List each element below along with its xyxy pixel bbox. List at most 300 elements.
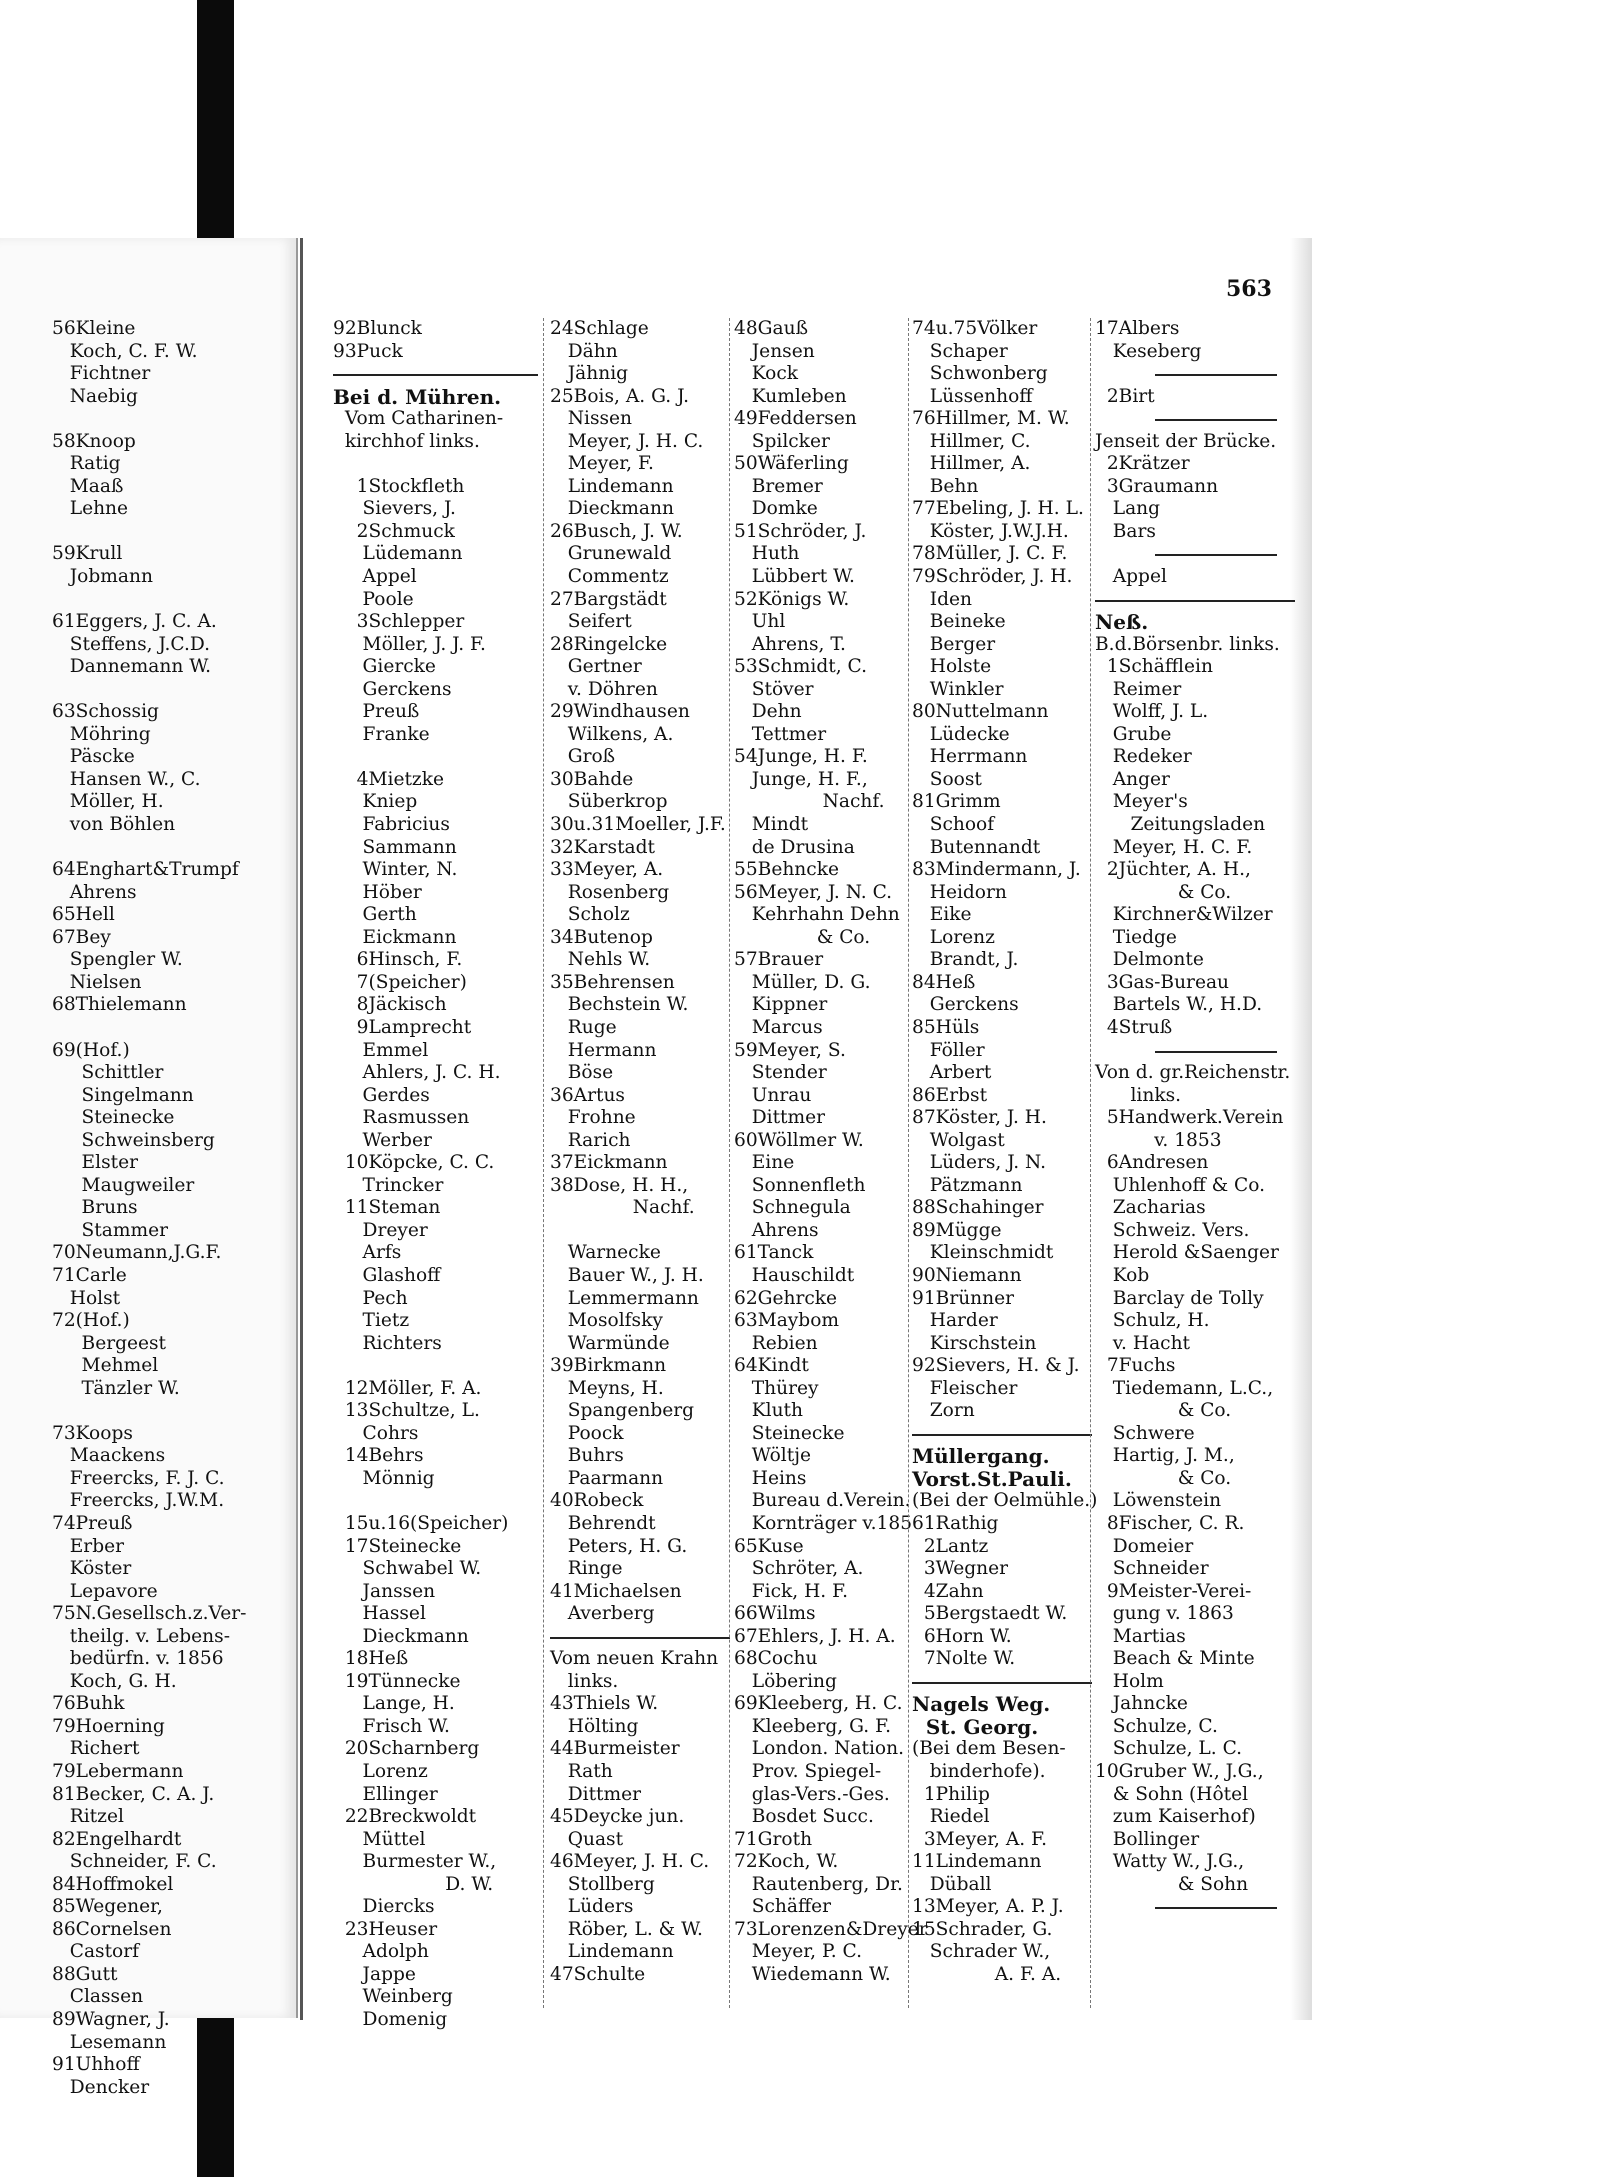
directory-entry: 53Schmidt, C. — [734, 656, 868, 678]
directory-entry: Lesemann — [52, 2031, 167, 2053]
directory-entry: 8Fischer, C. R. — [1095, 1512, 1245, 1534]
directory-entry: 89Mügge — [912, 1219, 1002, 1241]
directory-entry: Rasmussen — [333, 1107, 470, 1129]
directory-entry: 72(Hof.) — [52, 1310, 130, 1332]
directory-entry: 41Michaelsen — [550, 1580, 682, 1602]
directory-entry: 3Gas-Bureau — [1095, 971, 1230, 993]
directory-entry: Wilkens, A. — [550, 723, 674, 745]
directory-entry: Kniep — [333, 791, 418, 813]
directory-entry: links. — [1095, 1084, 1182, 1106]
directory-entry: Appel — [1095, 566, 1167, 588]
separator-rule — [1095, 408, 1295, 431]
directory-entry: Thürey — [734, 1377, 819, 1399]
directory-entry: Redeker — [1095, 746, 1192, 768]
directory-entry: Grube — [1095, 723, 1172, 745]
directory-entry: v. 1853 — [1095, 1129, 1222, 1151]
directory-entry: Gertner — [550, 656, 642, 678]
directory-entry: Grunewald — [550, 543, 672, 565]
directory-entry: Lang — [1095, 498, 1161, 520]
directory-entry: Butennandt — [912, 836, 1041, 858]
directory-entry: 30u.31Moeller, J.F. — [550, 814, 726, 836]
directory-entry: Arbert — [912, 1062, 992, 1084]
directory-entry: Schwabel W. — [333, 1558, 482, 1580]
directory-entry: Holste — [912, 656, 992, 678]
directory-entry: Maackens — [52, 1445, 166, 1467]
directory-entry: Von d. gr.Reichenstr. — [1095, 1062, 1291, 1084]
directory-entry: Warnecke — [550, 1242, 661, 1264]
directory-entry: 76Buhk — [52, 1693, 125, 1715]
directory-entry: 54Junge, H. F. — [734, 746, 868, 768]
directory-entry: Hillmer, A. — [912, 453, 1031, 475]
directory-entry: & Co. — [1095, 1400, 1232, 1422]
directory-entry: Ahlers, J. C. H. — [333, 1062, 501, 1084]
directory-entry: Averberg — [550, 1603, 655, 1625]
directory-entry: 59Meyer, S. — [734, 1039, 846, 1061]
directory-entry: 64Enghart&Trumpf — [52, 859, 239, 881]
column-divider — [729, 318, 730, 2008]
directory-entry: Jensen — [734, 340, 815, 362]
directory-entry: 51Schröder, J. — [734, 520, 867, 542]
directory-entry: Sammann — [333, 836, 457, 858]
directory-entry: 7(Speicher) — [333, 971, 467, 993]
directory-entry: Heins — [734, 1467, 807, 1489]
directory-entry: Schittler — [52, 1062, 164, 1084]
directory-entry: Dreyer — [333, 1219, 428, 1241]
directory-entry: Gerth — [333, 904, 417, 926]
directory-entry: 81Becker, C. A. J. — [52, 1783, 215, 1805]
directory-entry: Hillmer, C. — [912, 430, 1031, 452]
directory-entry: Stöver — [734, 678, 814, 700]
directory-entry — [333, 453, 538, 476]
directory-entry: 6Hinsch, F. — [333, 949, 463, 971]
street-heading: St. Georg. — [912, 1714, 1039, 1739]
directory-entry: Hassel — [333, 1603, 426, 1625]
directory-entry: Janssen — [333, 1580, 436, 1602]
directory-entry: 46Meyer, J. H. C. — [550, 1851, 710, 1873]
directory-entry: 56Meyer, J. N. C. — [734, 881, 893, 903]
directory-entry: Werber — [333, 1129, 432, 1151]
directory-entry: theilg. v. Lebens- — [52, 1625, 230, 1647]
directory-entry: Köster, J.W.J.H. — [912, 520, 1069, 542]
directory-entry: Hartig, J. M., — [1095, 1445, 1235, 1467]
directory-entry — [52, 408, 292, 431]
directory-entry: Nehls W. — [550, 949, 651, 971]
directory-entry: Mosolfsky — [550, 1310, 663, 1332]
directory-entry: Schröter, A. — [734, 1558, 864, 1580]
directory-entry: Lemmermann — [550, 1287, 699, 1309]
directory-entry: Koch, C. F. W. — [52, 340, 198, 362]
directory-entry: 15u.16(Speicher) — [333, 1512, 509, 1534]
directory-entry: Bergeest — [52, 1332, 167, 1354]
directory-entry: 71Groth — [734, 1828, 813, 1850]
directory-entry: Ritzel — [52, 1806, 124, 1828]
directory-entry: Jappe — [333, 1963, 416, 1985]
directory-entry: Cohrs — [333, 1422, 419, 1444]
directory-entry: Holm — [1095, 1670, 1164, 1692]
directory-entry: v. Döhren — [550, 678, 658, 700]
directory-entry: Dieckmann — [550, 498, 674, 520]
directory-entry: Rarich — [550, 1129, 631, 1151]
directory-entry: Watty W., J.G., — [1095, 1851, 1245, 1873]
directory-entry: 6Andresen — [1095, 1152, 1209, 1174]
directory-entry: Ringe — [550, 1558, 623, 1580]
directory-entry: Kock — [734, 363, 798, 385]
directory-entry: Reimer — [1095, 678, 1182, 700]
directory-entry: Anger — [1095, 768, 1170, 790]
directory-entry: Lüssenhoff — [912, 385, 1033, 407]
directory-entry: Löwenstein — [1095, 1490, 1222, 1512]
directory-entry: 75N.Gesellsch.z.Ver- — [52, 1603, 247, 1625]
directory-column-3 — [550, 318, 730, 1986]
directory-entry: Koch, G. H. — [52, 1670, 177, 1692]
directory-entry: kirchhof links. — [333, 430, 480, 452]
directory-entry: 28Ringelcke — [550, 633, 668, 655]
directory-entry: Domeier — [1095, 1535, 1194, 1557]
directory-entry: Franke — [333, 723, 430, 745]
directory-entry: Dannemann W. — [52, 656, 212, 678]
directory-entry: 13Meyer, A. P. J. — [912, 1896, 1064, 1918]
directory-entry: & Sohn — [1095, 1873, 1249, 1895]
directory-entry: Kob — [1095, 1264, 1150, 1286]
directory-entry: 14Behrs — [333, 1445, 424, 1467]
directory-entry: 7Fuchs — [1095, 1355, 1176, 1377]
directory-entry: 82Engelhardt — [52, 1828, 182, 1850]
directory-entry: Herold &Saenger — [1095, 1242, 1279, 1264]
directory-entry: Poole — [333, 588, 414, 610]
directory-entry: 1Philip — [912, 1783, 990, 1805]
directory-entry: 13Schultze, L. — [333, 1400, 480, 1422]
directory-entry: 29Windhausen — [550, 701, 690, 723]
directory-entry: Meyer, H. C. F. — [1095, 836, 1253, 858]
directory-entry: Schwere — [1095, 1422, 1195, 1444]
directory-entry: 56Kleine — [52, 318, 136, 339]
directory-entry: Paarmann — [550, 1467, 664, 1489]
directory-entry: Quast — [550, 1828, 624, 1850]
directory-entry: Hermann — [550, 1039, 657, 1061]
directory-entry: Gerdes — [333, 1084, 430, 1106]
directory-entry: 67Ehlers, J. H. A. — [734, 1625, 896, 1647]
directory-entry: Düball — [912, 1873, 992, 1895]
directory-entry: Dencker — [52, 2076, 150, 2098]
directory-entry: Ratig — [52, 453, 121, 475]
directory-entry: 58Knoop — [52, 430, 136, 452]
directory-entry: Köster — [52, 1558, 132, 1580]
directory-entry: 2Schmuck — [333, 520, 455, 542]
directory-entry: 32Karstadt — [550, 836, 655, 858]
directory-entry: 78Müller, J. C. F. — [912, 543, 1068, 565]
directory-entry: Ruge — [550, 1016, 617, 1038]
directory-entry: 7Nolte W. — [912, 1648, 1016, 1670]
directory-entry: 4Mietzke — [333, 768, 444, 790]
directory-entry: Meyer, J. H. C. — [550, 430, 704, 452]
directory-entry: Fleischer — [912, 1377, 1018, 1399]
directory-entry: 15Schrader, G. — [912, 1918, 1053, 1940]
directory-entry: Zeitungsladen — [1095, 814, 1266, 836]
directory-entry: 1Stockfleth — [333, 475, 465, 497]
directory-entry: Schnegula — [734, 1197, 851, 1219]
directory-entry: Frohne — [550, 1107, 636, 1129]
directory-entry: Schaper — [912, 340, 1008, 362]
directory-entry: Schweiz. Vers. — [1095, 1219, 1250, 1241]
directory-entry: 2Jüchter, A. H., — [1095, 859, 1251, 881]
directory-entry: 89Wagner, J. — [52, 2009, 170, 2031]
directory-entry: 67Bey — [52, 926, 111, 948]
directory-entry: Böse — [550, 1062, 614, 1084]
directory-entry: Giercke — [333, 656, 436, 678]
directory-entry: B.d.Börsenbr. links. — [1095, 633, 1280, 655]
directory-entry: 26Busch, J. W. — [550, 520, 683, 542]
directory-entry: Tietz — [333, 1310, 410, 1332]
directory-entry: Lindemann — [550, 475, 674, 497]
street-heading: Bei d. Mühren. — [333, 384, 502, 409]
directory-entry: Schulze, C. — [1095, 1715, 1218, 1737]
directory-entry: Pech — [333, 1287, 408, 1309]
directory-entry: 40Robeck — [550, 1490, 644, 1512]
directory-entry: Schäffer — [734, 1896, 832, 1918]
directory-entry: 72Koch, W. — [734, 1851, 839, 1873]
directory-entry: 47Schulte — [550, 1963, 646, 1985]
directory-entry: Seifert — [550, 611, 632, 633]
directory-entry: 49Feddersen — [734, 408, 857, 430]
directory-entry: Stammer — [52, 1219, 169, 1241]
directory-entry: Löbering — [734, 1670, 837, 1692]
directory-entry: 84Hoffmokel — [52, 1873, 174, 1895]
directory-entry: 44Burmeister — [550, 1738, 680, 1760]
directory-entry: 10Gruber W., J.G., — [1095, 1761, 1264, 1782]
directory-entry: 85Hüls — [912, 1016, 980, 1038]
directory-entry: Fick, H. F. — [734, 1580, 849, 1602]
directory-entry: 2Krätzer — [1095, 453, 1190, 475]
directory-entry: Spilcker — [734, 430, 830, 452]
directory-entry: 17Steinecke — [333, 1535, 462, 1557]
directory-entry: 27Bargstädt — [550, 588, 667, 610]
directory-entry: 17Albers — [1095, 318, 1180, 339]
directory-entry: Lüders, J. N. — [912, 1152, 1047, 1174]
directory-entry: Möller, J. J. F. — [333, 633, 486, 655]
directory-entry: Hansen W., C. — [52, 768, 201, 790]
directory-entry: Tänzler W. — [52, 1377, 180, 1399]
directory-entry: Lüdecke — [912, 723, 1010, 745]
street-heading: Müllergang. — [912, 1444, 1050, 1469]
directory-entry: Nachf. — [734, 791, 885, 813]
street-heading: Nagels Weg. — [912, 1692, 1051, 1717]
directory-entry: Dähn — [550, 340, 618, 362]
directory-entry: links. — [550, 1670, 619, 1692]
directory-entry: 39Birkmann — [550, 1355, 667, 1377]
directory-entry: Meyer, P. C. — [734, 1941, 862, 1963]
directory-entry: Fabricius — [333, 814, 450, 836]
directory-entry: Delmonte — [1095, 949, 1204, 971]
directory-entry: 86Erbst — [912, 1084, 988, 1106]
directory-entry: Kehrhahn Dehn — [734, 904, 900, 926]
directory-entry: Rath — [550, 1761, 613, 1782]
directory-column-5 — [912, 318, 1098, 1986]
directory-entry: Keseberg — [1095, 340, 1202, 362]
directory-entry: Nachf. — [550, 1197, 695, 1219]
directory-entry: 8Jäckisch — [333, 994, 447, 1016]
directory-entry: Zacharias — [1095, 1197, 1206, 1219]
directory-entry: (Bei der Oelmühle.) — [912, 1490, 1098, 1512]
directory-entry: Freercks, F. J. C. — [52, 1467, 225, 1489]
directory-entry: Rautenberg, Dr. — [734, 1873, 903, 1895]
directory-entry: Lorenz — [912, 926, 995, 948]
directory-entry: 65Hell — [52, 904, 115, 926]
separator-rule — [912, 1671, 1092, 1694]
directory-entry: 25Bois, A. G. J. — [550, 385, 690, 407]
directory-entry: Warmünde — [550, 1332, 670, 1354]
directory-entry: (Bei dem Besen- — [912, 1738, 1066, 1760]
directory-entry: Süberkrop — [550, 791, 668, 813]
directory-entry: 61Tanck — [734, 1242, 814, 1264]
directory-entry: Uhl — [734, 611, 786, 633]
directory-entry: Ahrens — [52, 881, 137, 903]
directory-entry: 84Heß — [912, 971, 976, 993]
directory-entry: Winter, N. — [333, 859, 458, 881]
directory-entry: Bureau d.Verein. — [734, 1490, 911, 1512]
directory-entry: 24Schlage — [550, 318, 649, 339]
directory-entry: Lübbert W. — [734, 566, 855, 588]
directory-entry: Soost — [912, 768, 982, 790]
directory-entry: Huth — [734, 543, 800, 565]
directory-entry: Mindt — [734, 814, 809, 836]
directory-entry: Mehmel — [52, 1355, 159, 1377]
directory-entry: Wiedemann W. — [734, 1963, 891, 1985]
directory-entry: 74u.75Völker — [912, 318, 1038, 339]
directory-entry: Winkler — [912, 678, 1004, 700]
directory-entry: Bartels W., H.D. — [1095, 994, 1263, 1016]
directory-entry: de Drusina — [734, 836, 855, 858]
directory-entry: 92Blunck — [333, 318, 422, 339]
directory-entry: 55Behncke — [734, 859, 839, 881]
directory-entry: 3Meyer, A. F. — [912, 1828, 1048, 1850]
directory-entry: Maugweiler — [52, 1174, 195, 1196]
directory-entry: Kippner — [734, 994, 828, 1016]
directory-entry: Buhrs — [550, 1445, 624, 1467]
page-number: 563 — [1226, 276, 1272, 302]
directory-entry: Freercks, J.W.M. — [52, 1490, 225, 1512]
directory-entry: 34Butenop — [550, 926, 653, 948]
directory-entry: Vom neuen Krahn — [550, 1648, 719, 1670]
directory-entry: Erber — [52, 1535, 124, 1557]
directory-entry: Diercks — [333, 1896, 435, 1918]
directory-entry: Marcus — [734, 1016, 823, 1038]
directory-entry: 80Nuttelmann — [912, 701, 1049, 723]
column-divider — [908, 318, 909, 2008]
directory-entry: 69(Hof.) — [52, 1039, 130, 1061]
directory-entry: Müller, D. G. — [734, 971, 871, 993]
directory-entry: Peters, H. G. — [550, 1535, 688, 1557]
directory-entry: Ellinger — [333, 1783, 438, 1805]
directory-entry: Trincker — [333, 1174, 444, 1196]
directory-entry: Stollberg — [550, 1873, 655, 1895]
directory-entry: Meyer, F. — [550, 453, 654, 475]
directory-entry: 2Birt — [1095, 385, 1155, 407]
directory-entry: Tiedge — [1095, 926, 1177, 948]
directory-entry: Kleeberg, G. F. — [734, 1715, 892, 1737]
directory-entry: Hauschildt — [734, 1264, 855, 1286]
directory-entry: 64Kindt — [734, 1355, 809, 1377]
directory-entry: Richters — [333, 1332, 442, 1354]
directory-entry: Prov. Spiegel- — [734, 1761, 882, 1782]
separator-rule — [1095, 543, 1295, 566]
directory-entry: Schwonberg — [912, 363, 1048, 385]
directory-entry: Barclay de Tolly — [1095, 1287, 1264, 1309]
directory-entry: Möhring — [52, 723, 151, 745]
column-divider — [543, 318, 544, 2008]
directory-entry: 77Ebeling, J. H. L. — [912, 498, 1084, 520]
directory-entry: 36Artus — [550, 1084, 625, 1106]
directory-entry: Müttel — [333, 1828, 426, 1850]
directory-entry: 59Krull — [52, 543, 123, 565]
directory-entry: Päscke — [52, 746, 135, 768]
directory-entry: 88Gutt — [52, 1963, 118, 1985]
directory-entry: Heidorn — [912, 881, 1007, 903]
directory-entry: 92Sievers, H. & J. — [912, 1355, 1080, 1377]
directory-entry: Castorf — [52, 1941, 140, 1963]
directory-entry: Classen — [52, 1986, 144, 2008]
directory-entry: & Co. — [734, 926, 871, 948]
directory-entry — [52, 521, 292, 544]
directory-entry: 12Möller, F. A. — [333, 1377, 482, 1399]
directory-entry: 2Lantz — [912, 1535, 989, 1557]
directory-entry — [52, 1017, 292, 1040]
directory-entry: 4Zahn — [912, 1580, 984, 1602]
street-heading: Vorst.St.Pauli. — [912, 1466, 1072, 1491]
directory-entry: Steffens, J.C.D. — [52, 633, 211, 655]
directory-entry: Domke — [734, 498, 818, 520]
directory-entry: 52Königs W. — [734, 588, 850, 610]
directory-entry: 5Bergstaedt W. — [912, 1603, 1068, 1625]
directory-entry: Scholz — [550, 904, 630, 926]
directory-column-2 — [333, 318, 538, 2032]
directory-entry: Riedel — [912, 1806, 990, 1828]
directory-entry — [52, 589, 292, 612]
directory-entry: Lüders — [550, 1896, 634, 1918]
directory-entry: Gerckens — [912, 994, 1019, 1016]
directory-entry: 37Eickmann — [550, 1152, 668, 1174]
directory-entry: 62Gehrcke — [734, 1287, 838, 1309]
directory-entry: Bollinger — [1095, 1828, 1200, 1850]
directory-entry: Singelmann — [52, 1084, 194, 1106]
directory-entry: Eine — [734, 1152, 795, 1174]
directory-entry: 23Heuser — [333, 1918, 438, 1940]
directory-entry: 85Wegener, — [52, 1896, 163, 1918]
directory-entry: Harder — [912, 1310, 998, 1332]
separator-rule — [1095, 363, 1295, 386]
directory-entry: Schulze, L. C. — [1095, 1738, 1243, 1760]
directory-entry: Kleinschmidt — [912, 1242, 1054, 1264]
directory-entry: Nissen — [550, 408, 633, 430]
directory-entry: Mönnig — [333, 1467, 435, 1489]
directory-entry: 79Schröder, J. H. — [912, 566, 1073, 588]
directory-entry: Bars — [1095, 520, 1156, 542]
directory-entry: Lange, H. — [333, 1693, 455, 1715]
directory-entry: Lindemann — [550, 1941, 674, 1963]
directory-entry: 5Handwerk.Verein — [1095, 1107, 1284, 1129]
directory-entry: Beineke — [912, 611, 1006, 633]
directory-entry: Jenseit der Brücke. — [1095, 430, 1277, 452]
directory-entry: Bruns — [52, 1197, 138, 1219]
directory-entry: Jahncke — [1095, 1693, 1188, 1715]
directory-entry: Bremer — [734, 475, 823, 497]
directory-entry: Sievers, J. — [333, 498, 456, 520]
directory-entry: Brandt, J. — [912, 949, 1019, 971]
directory-entry: Höber — [333, 881, 422, 903]
directory-entry: 11Lindemann — [912, 1851, 1042, 1873]
directory-entry: 90Niemann — [912, 1264, 1022, 1286]
directory-entry: Kirchner&Wilzer — [1095, 904, 1273, 926]
directory-entry — [333, 1355, 538, 1378]
